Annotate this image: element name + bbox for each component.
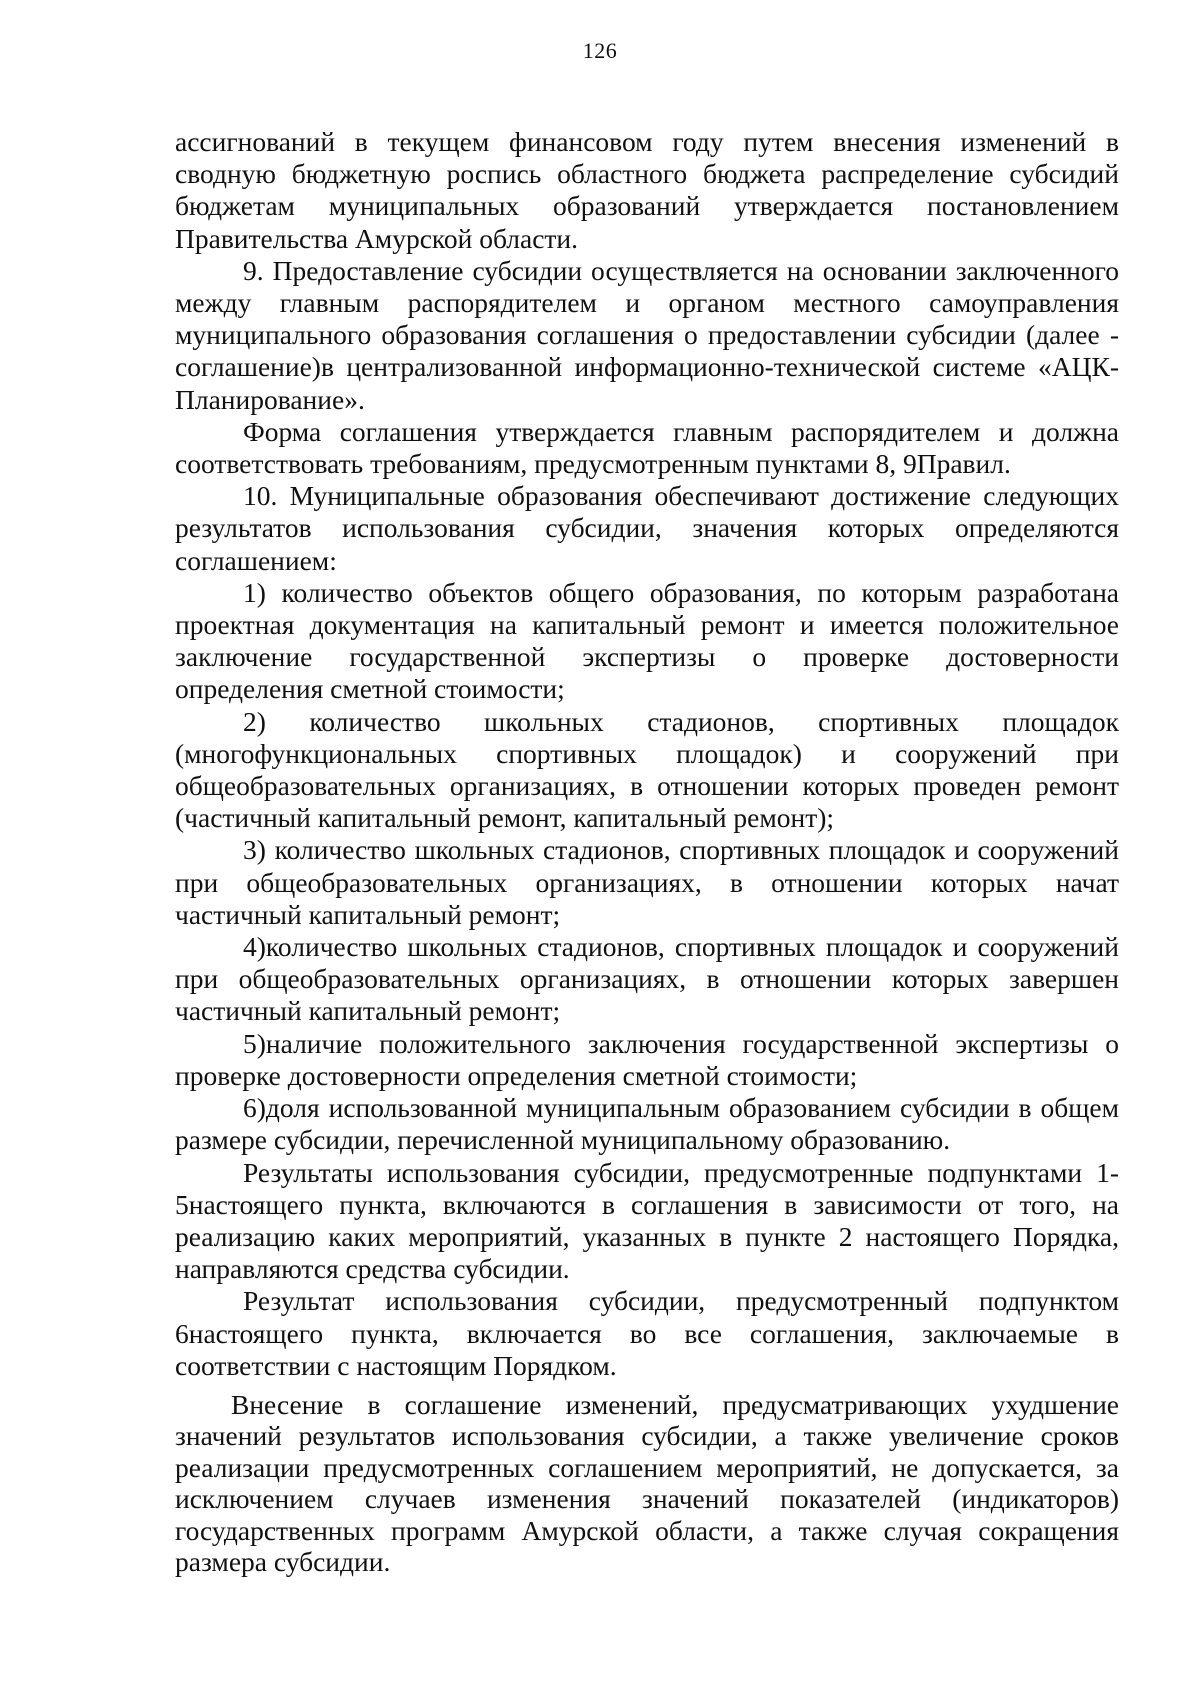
paragraph-item-10: 10. Муниципальные образования обеспечивают достижение следующих результатов использования субсидии, значения которых определяются соглашением:: [175, 480, 1119, 576]
list-item-4: 4)количество школьных стадионов, спортивных площадок и сооружений при общеобразовательных организациях, в отношении которых завершен частичный капитальный ремонт;: [175, 931, 1119, 1027]
paragraph-agreement-form: Форма соглашения утверждается главным распорядителем и должна соответствовать требованиям, предусмотренным пунктами 8, 9Правил.: [175, 415, 1119, 480]
paragraph-amendments: Внесение в соглашение изменений, предусматривающих ухудшение значений результатов использования субсидии, а также увеличение сроков реализации предусмотренных соглашением мероприятий, не допускается, за исключением случаев изменения значений показателей (индикаторов) государственных программ Амурской области, а также случая сокращения размера субсидии.: [175, 1388, 1119, 1577]
list-item-3: 3) количество школьных стадионов, спортивных площадок и сооружений при общеобразовательных организациях, в отношении которых начат частичный капитальный ремонт;: [175, 834, 1119, 930]
list-item-2: 2) количество школьных стадионов, спортивных площадок (многофункциональных спортивных площадок) и сооружений при общеобразовательных организациях, в отношении которых проведен ремонт (частичный капитальный ремонт, капитальный ремонт);: [175, 705, 1119, 834]
paragraph-item-9: 9. Предоставление субсидии осуществляется на основании заключенного между главным распорядителем и органом местного самоуправления муниципального образования соглашения о предоставлении субсидии (далее - соглашение)в централизованной информационно-технической системе «АЦК-Планирование».: [175, 254, 1119, 415]
list-item-1: 1) количество объектов общего образования, по которым разработана проектная документация на капитальный ремонт и имеется положительное заключение государственной экспертизы о проверке достоверности определения сметной стоимости;: [175, 576, 1119, 705]
page-number: 126: [582, 38, 618, 63]
paragraph-continuation: ассигнований в текущем финансовом году путем внесения изменений в сводную бюджетную роспись областного бюджета распределение субсидий бюджетам муниципальных образований утверждается постановлением Правительства Амурской области.: [175, 126, 1119, 254]
paragraph-results-1-5: Результаты использования субсидии, предусмотренные подпунктами 1- 5настоящего пункта, включаются в соглашения в зависимости от того, на реализацию каких мероприятий, указанных в пункте 2 настоящего Порядка, направляются средства субсидии.: [175, 1156, 1119, 1285]
list-item-6: 6)доля использованной муниципальным образованием субсидии в общем размере субсидии, перечисленной муниципальному образованию.: [175, 1092, 1119, 1156]
paragraph-result-6: Результат использования субсидии, предусмотренный подпунктом 6настоящего пункта, включается во все соглашения, заключаемые в соответствии с настоящим Порядком.: [175, 1285, 1119, 1381]
document-body: [175, 126, 1119, 1577]
list-item-5: 5)наличие положительного заключения государственной экспертизы о проверке достоверности определения сметной стоимости;: [175, 1027, 1119, 1091]
